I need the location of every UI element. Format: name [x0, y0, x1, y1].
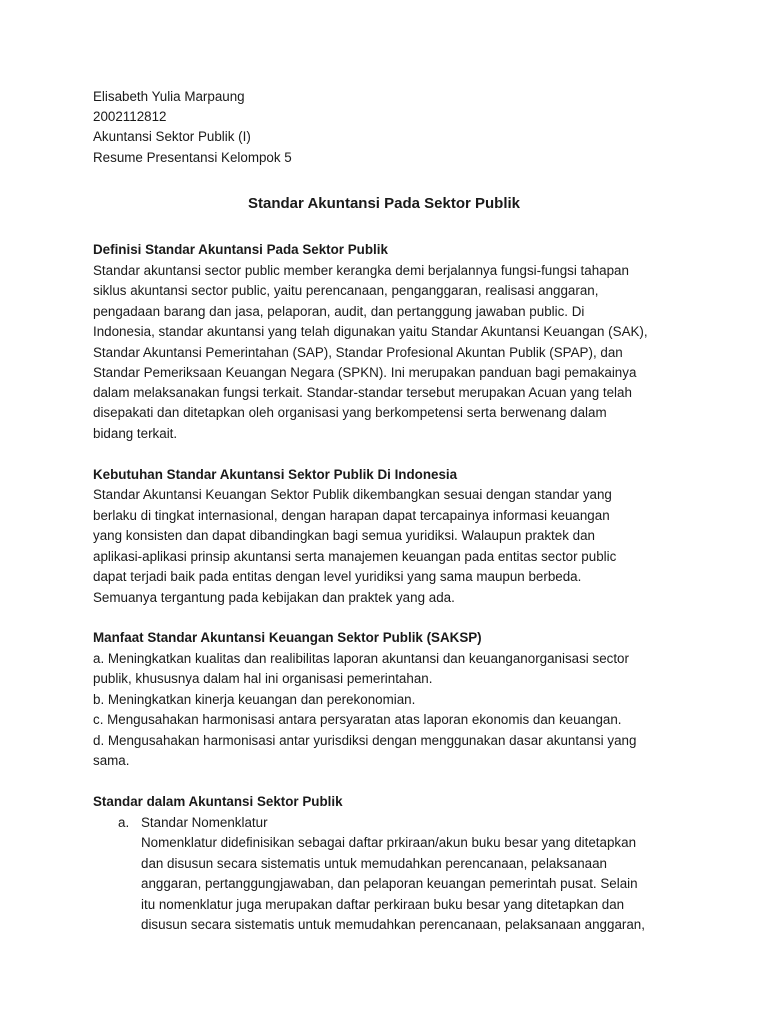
paragraph-line: dapat terjadi baik pada entitas dengan level yuridiksi yang sama maupun berbeda. [93, 569, 582, 584]
assignment-name: Resume Presentansi Kelompok 5 [93, 150, 292, 165]
paragraph-line: berlaku di tingkat internasional, dengan harapan dapat tercapainya informasi keuangan [93, 508, 610, 523]
section-heading: Standar dalam Akuntansi Sektor Publik [93, 794, 343, 809]
paragraph-line: Standar Akuntansi Keuangan Sektor Publik dikembangkan sesuai dengan standar yang [93, 487, 612, 502]
section-heading: Manfaat Standar Akuntansi Keuangan Sektor Publik (SAKSP) [93, 630, 482, 645]
list-line: publik, khususnya dalam hal ini organisasi pemerintahan. [93, 671, 433, 686]
student-id: 2002112812 [93, 109, 167, 124]
paragraph-line: Standar Akuntansi Pemerintahan (SAP), Standar Profesional Akuntan Publik (SPAP), dan [93, 345, 623, 360]
paragraph-line: bidang terkait. [93, 426, 178, 441]
list-marker: a. [118, 815, 130, 830]
author-name: Elisabeth Yulia Marpaung [93, 89, 245, 104]
paragraph-line: aplikasi-aplikasi prinsip akuntansi serta manajemen keuangan pada entitas sector public [93, 549, 617, 564]
paragraph-line: siklus akuntansi sector public, yaitu perencanaan, penganggaran, realisasi anggaran, [93, 283, 599, 298]
paragraph-line: disepakati dan ditetapkan oleh organisasi yang berkompetensi serta berwenang dalam [93, 405, 607, 420]
paragraph-line: dalam melaksanakan fungsi terkait. Standar-standar tersebut merupakan Acuan yang telah [93, 385, 632, 400]
paragraph-line: Indonesia, standar akuntansi yang telah digunakan yaitu Standar Akuntansi Keuangan (SAK), [93, 324, 648, 339]
list-item-title: Standar Nomenklatur [141, 815, 268, 830]
paragraph-line: Nomenklatur didefinisikan sebagai daftar prkiraan/akun buku besar yang ditetapkan [141, 835, 637, 850]
list-line: d. Mengusahakan harmonisasi antar yurisdiksi dengan menggunakan dasar akuntansi yang [93, 733, 637, 748]
section-heading: Definisi Standar Akuntansi Pada Sektor Publik [93, 242, 388, 257]
section-heading: Kebutuhan Standar Akuntansi Sektor Publik Di Indonesia [93, 467, 458, 482]
document-title: Standar Akuntansi Pada Sektor Publik [247, 195, 520, 212]
paragraph-line: Standar Pemeriksaan Keuangan Negara (SPKN). Ini merupakan panduan bagi pemakainya [93, 365, 637, 380]
paragraph-line: Standar akuntansi sector public member kerangka demi berjalannya fungsi-fungsi tahapan [93, 263, 629, 278]
list-line: a. Meningkatkan kualitas dan realibilitas laporan akuntansi dan keuanganorganisasi sector [93, 651, 629, 666]
paragraph-line: itu nomenklatur juga merupakan daftar perkiraan buku besar yang ditetapkan dan [141, 897, 625, 912]
paragraph-line: anggaran, pertanggungjawaban, dan pelaporan keuangan pemerintah pusat. Selain [141, 876, 638, 891]
paragraph-line: pengadaan barang dan jasa, pelaporan, audit, dan pertanggung jawaban public. Di [93, 304, 585, 319]
paragraph-line: Semuanya tergantung pada kebijakan dan praktek yang ada. [93, 590, 455, 605]
list-line: b. Meningkatkan kinerja keuangan dan perekonomian. [93, 692, 416, 707]
course-name: Akuntansi Sektor Publik (I) [93, 129, 251, 144]
paragraph-line: dan disusun secara sistematis untuk memudahkan perencanaan, pelaksanaan [141, 856, 607, 871]
paragraph-line: yang konsisten dan dapat dibandingkan bagi semua yuridiksi. Walaupun praktek dan [93, 528, 595, 543]
list-line: sama. [93, 753, 130, 768]
list-line: c. Mengusahakan harmonisasi antara persyaratan atas laporan ekonomis dan keuangan. [93, 712, 622, 727]
paragraph-line: disusun secara sistematis untuk memudahkan perencanaan, pelaksanaan anggaran, [141, 917, 645, 932]
